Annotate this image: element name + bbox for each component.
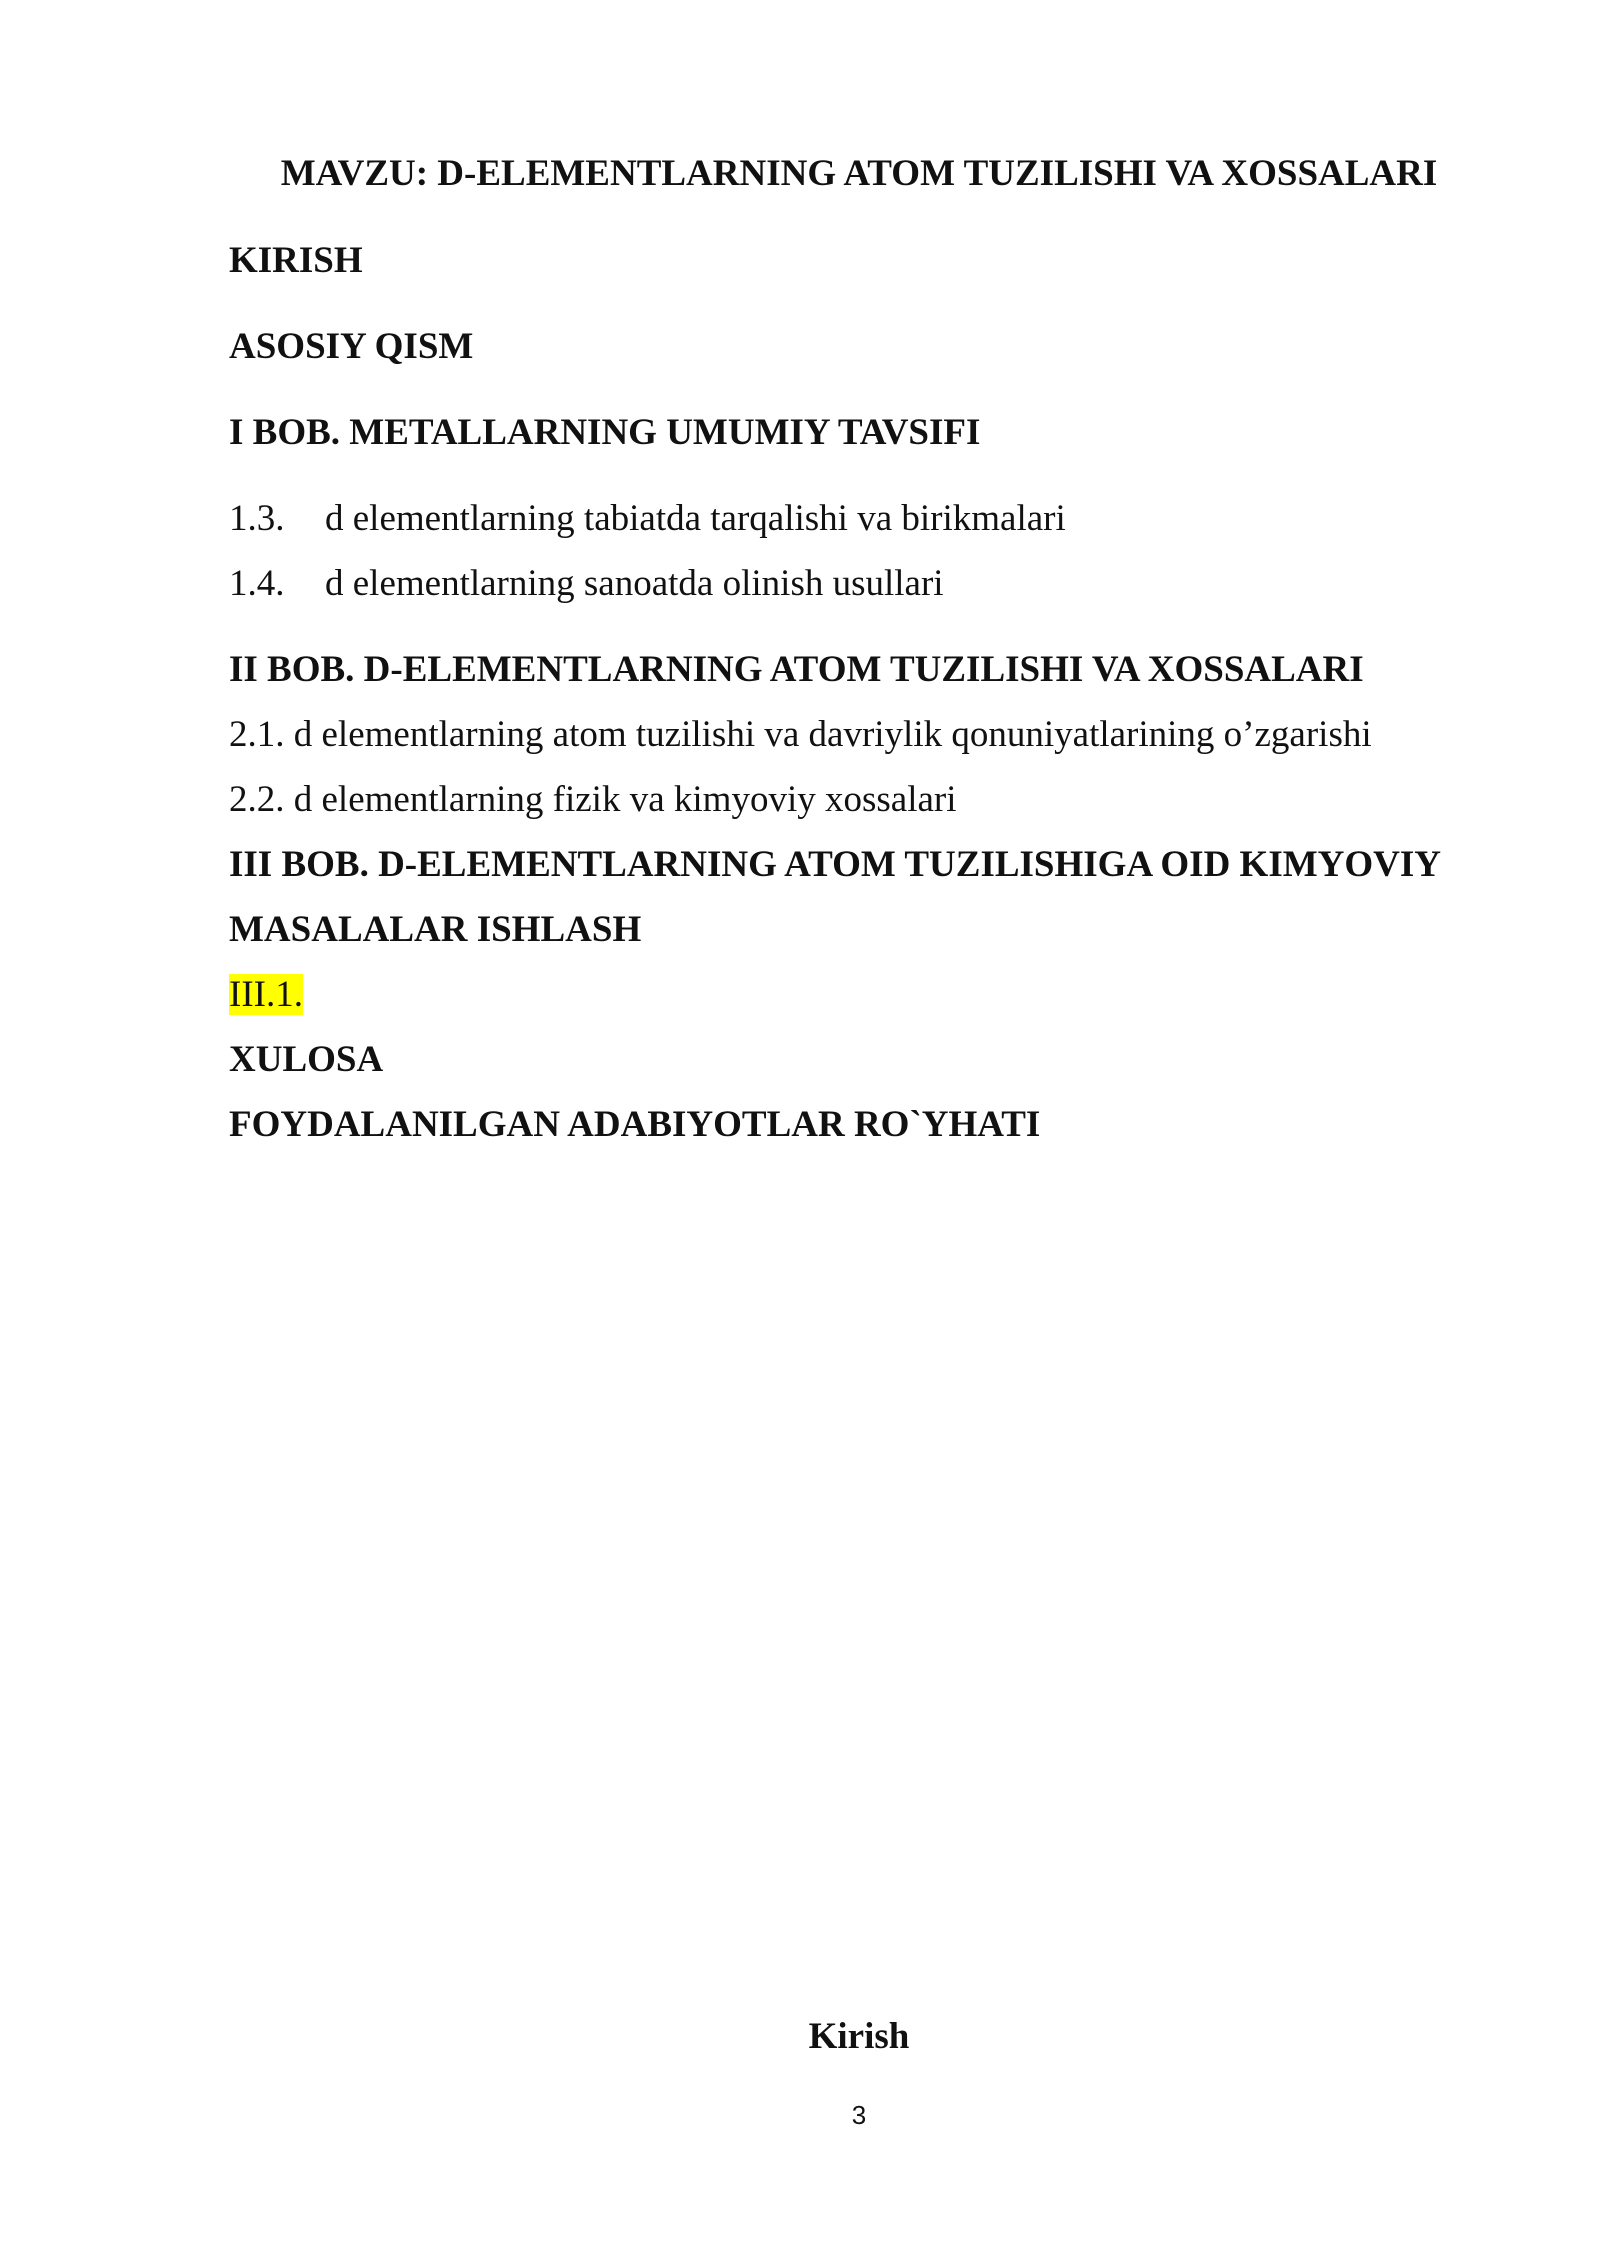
toc-chapter-1-heading: I BOB. METALLARNING UMUMIY TAVSIFI [229, 412, 981, 453]
toc-item-1-4 [229, 562, 944, 606]
document-title: MAVZU: D-ELEMENTLARNING ATOM TUZILISHI VA XOSSALARI [280, 153, 1438, 194]
toc-item-number: 1.4. [229, 563, 285, 604]
toc-chapter-2-heading: II BOB. D-ELEMENTLARNING ATOM TUZILISHI VA XOSSALARI [229, 649, 1364, 690]
toc-item-text: d elementlarning sanoatda olinish usullari [325, 563, 944, 604]
toc-item-number: 1.3. [229, 498, 285, 539]
toc-item-1-3 [229, 497, 1066, 541]
toc-kirish: KIRISH [229, 240, 363, 281]
section-heading-kirish: Kirish [808, 2016, 910, 2057]
highlighted-text: III.1. [229, 974, 303, 1015]
toc-item-2-2: 2.2. d elementlarning fizik va kimyoviy xossalari [229, 779, 957, 820]
toc-chapter-3-heading-line2: MASALALAR ISHLASH [229, 909, 642, 950]
toc-item-text: d elementlarning tabiatda tarqalishi va birikmalari [325, 498, 1066, 539]
toc-references: FOYDALANILGAN ADABIYOTLAR RO`YHATI [229, 1104, 1041, 1145]
toc-asosiy-qism: ASOSIY QISM [229, 326, 474, 367]
toc-item-3-1 [229, 973, 303, 1017]
toc-xulosa: XULOSA [229, 1039, 384, 1080]
page-number: 3 [851, 2100, 867, 2130]
toc-item-2-1: 2.1. d elementlarning atom tuzilishi va davriylik qonuniyatlarining o’zgarishi [229, 714, 1372, 755]
toc-chapter-3-heading-line1: III BOB. D-ELEMENTLARNING ATOM TUZILISHIGA OID KIMYOVIY [229, 844, 1441, 885]
